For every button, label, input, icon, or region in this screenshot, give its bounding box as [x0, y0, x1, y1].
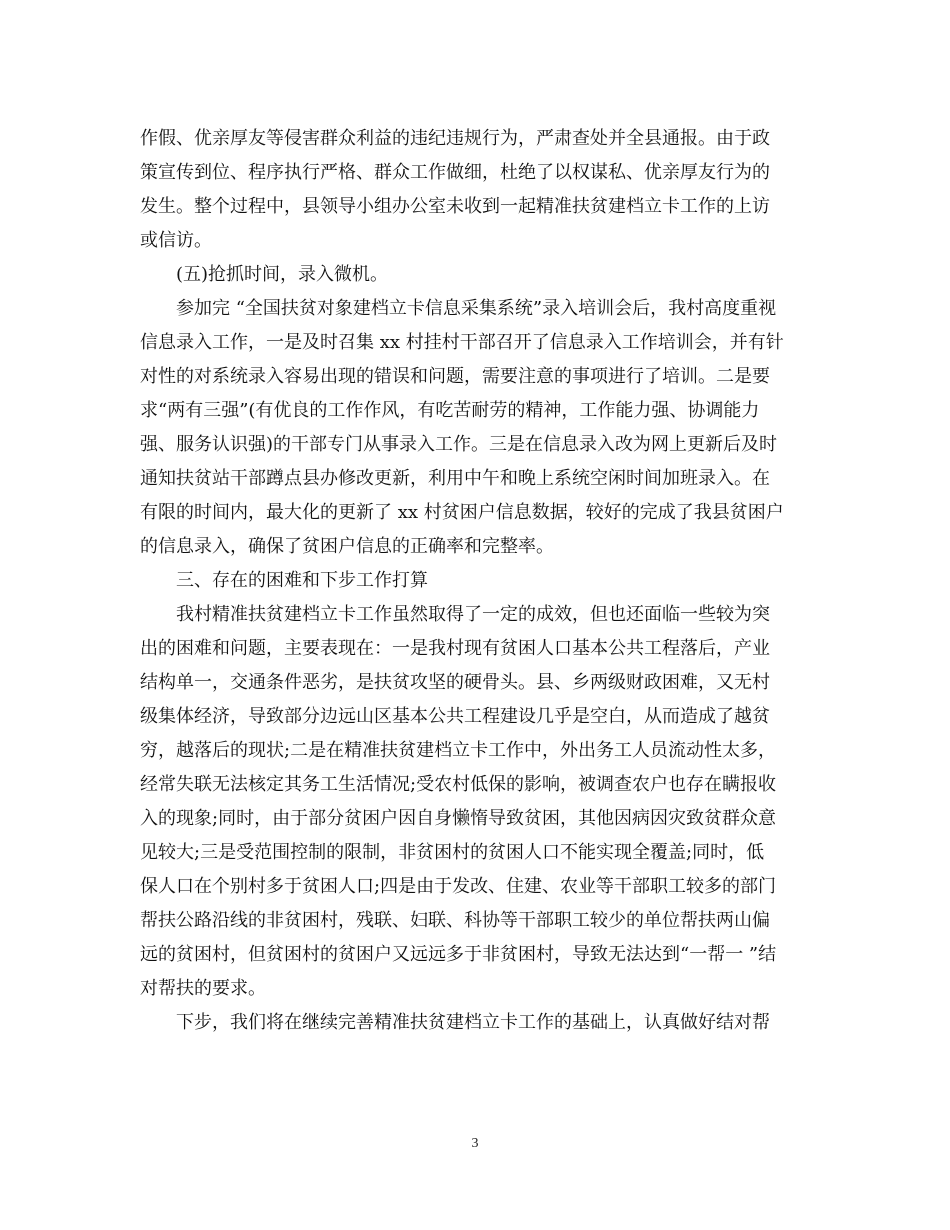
- text-line: 参加完 “全国扶贫对象建档立卡信息采集系统”录入培训会后，我村高度重视: [176, 298, 777, 319]
- text-line: 通知扶贫站干部蹲点县办修改更新，利用中午和晚上系统空闲时间加班录入。在: [140, 468, 770, 489]
- text-line: 强、服务认识强)的干部专门从事录入工作。三是在信息录入改为网上更新后及时: [140, 434, 778, 455]
- text-line: 远的贫困村，但贫困村的贫困户又远远多于非贫困村，导致无法达到“一帮一 ”结: [140, 944, 777, 965]
- text-line: 信息录入工作，一是及时召集 xx 村挂村干部召开了信息录入工作培训会，并有针: [140, 332, 784, 353]
- text-line: 经常失联无法核定其务工生活情况;受农村低保的影响，被调查农户也存在瞒报收: [140, 774, 777, 795]
- text-line: 入的现象;同时，由于部分贫困户因自身懒惰导致贫困，其他因病因灾致贫群众意: [140, 808, 777, 829]
- text-line: 见较大;三是受范围控制的限制，非贫困村的贫困人口不能实现全覆盖;同时，低: [140, 842, 765, 863]
- text-line: 发生。整个过程中，县领导小组办公室未收到一起精准扶贫建档立卡工作的上访: [140, 196, 770, 217]
- text-line: 或信访。: [140, 230, 212, 251]
- text-line: 有限的时间内，最大化的更新了 xx 村贫困户信息数据，较好的完成了我县贫困户: [140, 502, 784, 523]
- text-line: 作假、优亲厚友等侵害群众利益的违纪违规行为，严肃查处并全县通报。由于政: [140, 128, 770, 149]
- text-line: 结构单一，交通条件恶劣，是扶贫攻坚的硬骨头。县、乡两级财政困难，又无村: [140, 672, 770, 693]
- text-line: 出的困难和问题，主要表现在：一是我村现有贫困人口基本公共工程落后，产业: [140, 638, 770, 659]
- text-line: 的信息录入，确保了贫困户信息的正确率和完整率。: [140, 536, 554, 557]
- text-line: 我村精准扶贫建档立卡工作虽然取得了一定的成效，但也还面临一些较为突: [176, 604, 770, 625]
- text-line: 对性的对系统录入容易出现的错误和问题，需要注意的事项进行了培训。二是要: [140, 366, 770, 387]
- text-line: (五)抢抓时间，录入微机。: [176, 264, 389, 285]
- text-line: 帮扶公路沿线的非贫困村，残联、妇联、科协等干部职工较少的单位帮扶两山偏: [140, 910, 770, 931]
- text-line: 策宣传到位、程序执行严格、群众工作做细，杜绝了以权谋私、优亲厚友行为的: [140, 162, 770, 183]
- text-line: 穷，越落后的现状;二是在精准扶贫建档立卡工作中，外出务工人员流动性太多，: [140, 740, 777, 761]
- text-line: 级集体经济，导致部分边远山区基本公共工程建设几乎是空白，从而造成了越贫: [140, 706, 770, 727]
- text-line: 保人口在个别村多于贫困人口;四是由于发改、住建、农业等干部职工较多的部门: [140, 876, 777, 897]
- text-line: 三、存在的困难和下步工作打算: [176, 570, 428, 591]
- page-number: 3: [471, 1136, 479, 1151]
- document-body: [140, 122, 800, 1040]
- text-line: 对帮扶的要求。: [140, 978, 266, 999]
- text-line: 下步，我们将在继续完善精准扶贫建档立卡工作的基础上，认真做好结对帮: [176, 1012, 770, 1033]
- text-line: 求“两有三强”(有优良的工作作风，有吃苦耐劳的精神，工作能力强、协调能力: [140, 400, 760, 421]
